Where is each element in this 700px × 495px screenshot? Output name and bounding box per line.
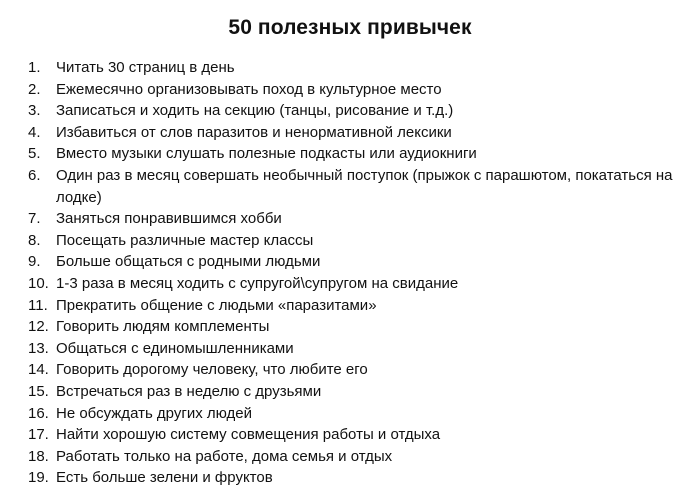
list-item xyxy=(0,208,700,230)
list-item-number: 7. xyxy=(28,210,41,228)
list-item-number: 14. xyxy=(28,361,49,379)
list-item xyxy=(0,381,700,403)
list-item-text: Один раз в месяц совершать необычный поступок (прыжок с парашютом, покататься на лодке) xyxy=(56,166,673,206)
list-item-number: 5. xyxy=(28,145,41,163)
habit-list xyxy=(0,57,700,489)
list-item-text: Встречаться раз в неделю с друзьями xyxy=(56,382,322,400)
list-item-text: Общаться с единомышленниками xyxy=(56,339,294,357)
list-item-number: 2. xyxy=(28,80,41,98)
list-item xyxy=(0,273,700,295)
list-item xyxy=(0,165,700,208)
list-item-number: 1. xyxy=(28,59,41,76)
list-item-number: 16. xyxy=(28,404,49,422)
list-item-text: Избавиться от слов паразитов и ненормативной лексики xyxy=(56,123,452,141)
list-item-text: Больше общаться с родными людьми xyxy=(56,253,321,271)
list-item-text: Не обсуждать других людей xyxy=(56,404,253,422)
list-item-number: 10. xyxy=(28,274,49,292)
list-item-text: 1-3 раза в месяц ходить с супругой\супругом на свидание xyxy=(56,274,459,292)
list-item-text: Заняться понравившимся хобби xyxy=(56,210,282,228)
list-item-number: 12. xyxy=(28,318,49,336)
document-title: 50 полезных привычек xyxy=(228,16,472,39)
list-item-text: Работать только на работе, дома семья и отдых xyxy=(56,447,393,465)
list-item-number: 13. xyxy=(28,339,49,357)
list-item xyxy=(0,359,700,381)
list-item xyxy=(0,446,700,468)
list-item-number: 17. xyxy=(28,426,49,444)
list-item xyxy=(0,230,700,252)
list-item xyxy=(0,316,700,338)
list-item xyxy=(0,338,700,360)
list-item xyxy=(0,424,700,446)
list-item xyxy=(0,79,700,101)
list-item xyxy=(0,143,700,165)
list-item-text: Найти хорошую систему совмещения работы и отдыха xyxy=(56,426,441,444)
list-item-text: Вместо музыки слушать полезные подкасты или аудиокниги xyxy=(56,145,477,163)
list-item-number: 15. xyxy=(28,382,49,400)
list-item-number: 4. xyxy=(28,123,41,141)
list-item xyxy=(0,57,700,79)
list-item-text: Говорить людям комплементы xyxy=(56,318,270,336)
list-item-text: Записаться и ходить на секцию (танцы, рисование и т.д.) xyxy=(56,102,454,120)
list-item-text: Посещать различные мастер классы xyxy=(56,231,314,249)
list-item xyxy=(0,100,700,122)
list-item-number: 11. xyxy=(28,296,48,314)
list-item-text: Читать 30 страниц в день xyxy=(56,59,235,76)
list-item-text: Есть больше зелени и фруктов xyxy=(56,469,273,487)
list-item xyxy=(0,251,700,273)
list-item xyxy=(0,467,700,489)
list-item-text: Прекратить общение с людьми «паразитами» xyxy=(56,296,377,314)
list-item-number: 3. xyxy=(28,102,41,120)
list-item xyxy=(0,403,700,425)
list-item-text: Ежемесячно организовывать поход в культурное место xyxy=(56,80,442,98)
list-item xyxy=(0,122,700,144)
list-item xyxy=(0,295,700,317)
list-item-number: 18. xyxy=(28,447,49,465)
list-item-text: Говорить дорогому человеку, что любите его xyxy=(56,361,368,379)
list-item-number: 9. xyxy=(28,253,41,271)
list-item-number: 6. xyxy=(28,166,41,184)
list-item-number: 8. xyxy=(28,231,41,249)
list-item-number: 19. xyxy=(28,469,49,487)
